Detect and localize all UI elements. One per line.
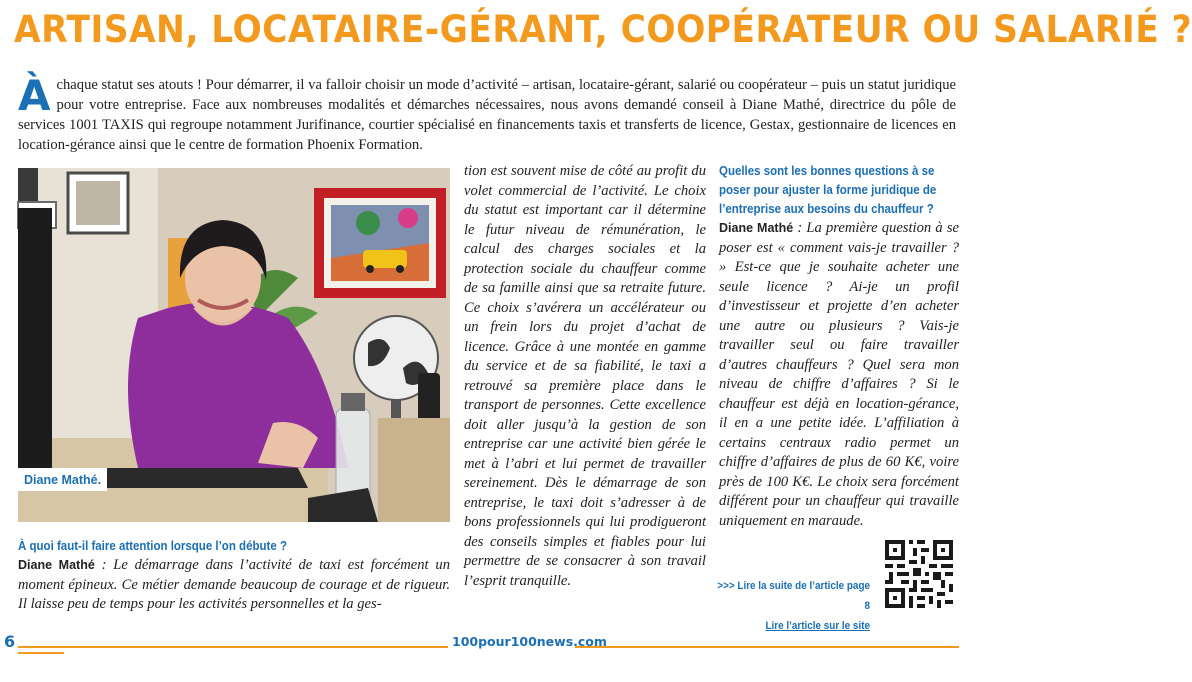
links-block <box>717 576 870 636</box>
footer-rule-stub <box>18 652 64 654</box>
continue-reading-link[interactable]: >>> Lire la suite de l’article page 8 <box>717 580 870 612</box>
footer-rule-left <box>18 646 448 648</box>
footer-rule-right <box>575 646 959 648</box>
answer-2-text: : La première question à se poser est « comment vais-je travailler ? » Est-ce que je souhaite acheter une seule licence ? Ai-je un profil d’investisseur et projette d’en acheter une autre ou plusieurs ? Vais-je travailler seul ou faire travailler d’autres chauffeurs ? Quel sera mon niveau de chiffre d’affaires ? Si le chauffeur est déjà en location-gérance, il en a une petite idée. L’affiliation à certains centraux radio permet un chiffre d’affaires de plus de 60 K€, voire près de 100 K€. Le choix sera forcément différent pour un chauffeur qui travaille uniquement en maraude. <box>719 220 959 529</box>
drop-cap: À <box>18 71 51 120</box>
column-middle <box>464 162 706 591</box>
answer-2 <box>719 219 959 531</box>
speaker-name: Diane Mathé <box>719 221 794 235</box>
question-2: Quelles sont les bonnes questions à se poser pour ajuster la forme juridique de l’entreprise aux besoins du chauffeur ? <box>719 164 937 216</box>
answer-1-continued: tion est souvent mise de côté au profit du volet commercial de l’activité. Le choix du statut est important car il détermine le futur niveau de rémunération, le calcul des charges sociales et la protection sociale du chauffeur comme de sa famille ainsi que sa retraite future. Ce choix s’avérera un accélérateur ou un frein lors du projet d’achat de licence. Grâce à une montée en gamme du service et de sa fiabilité, le taxi a retrouvé sa première place dans le transport de personnes. Cette excellence doit aller jusqu’à la gestion de son entreprise car une activité bien gérée le met à l’abri et lui permet de travailler sereinement. Dès le démarrage de son entreprise, le taxi doit s’adresser à de bons professionnels qui lui prodigueront des conseils simples et fiables pour lui permettre de se consacrer à son travail l’esprit tranquille. <box>464 163 706 589</box>
photo-caption: Diane Mathé. <box>18 468 107 491</box>
article-title: ARTISAN, LOCATAIRE-GÉRANT, COOPÉRATEUR OU SALARIÉ ? <box>14 8 1192 51</box>
speaker-name: Diane Mathé <box>18 558 95 572</box>
column-left <box>18 537 450 615</box>
intro-text: chaque statut ses atouts ! Pour démarrer, il va falloir choisir un mode d’activité – artisan, locataire-gérant, salarié ou coopérateur – puis un statut juridique pour votre entreprise. Face aux nombreuses modalités et démarches nécessaires, nous avons demandé conseil à Diane Mathé, directrice du pôle de services 1001 TAXIS qui regroupe notamment Jurifinance, courtier spécialisé en financements taxis et transferts de licence, Gestax, gestionnaire de licences en location-gérance ainsi que le centre de formation Phoenix Formation. <box>18 77 956 153</box>
question-1: À quoi faut-il faire attention lorsque l’on débute ? <box>18 539 287 553</box>
qr-code-icon[interactable] <box>885 540 953 608</box>
column-right <box>719 162 959 531</box>
footer-website[interactable]: 100pour100news.com <box>452 634 607 649</box>
portrait-photo <box>18 168 450 522</box>
read-online-link[interactable]: Lire l’article sur le site <box>765 620 870 632</box>
answer-1-start <box>18 556 450 615</box>
article-intro <box>18 71 956 155</box>
answer-1-text: : Le démarrage dans l’activité de taxi est forcément un moment épineux. Ce métier demande beaucoup de courage et de rigueur. Il laisse peu de temps pour les activités personnelles et la ges- <box>18 557 450 612</box>
page-number: 6 <box>4 632 16 651</box>
